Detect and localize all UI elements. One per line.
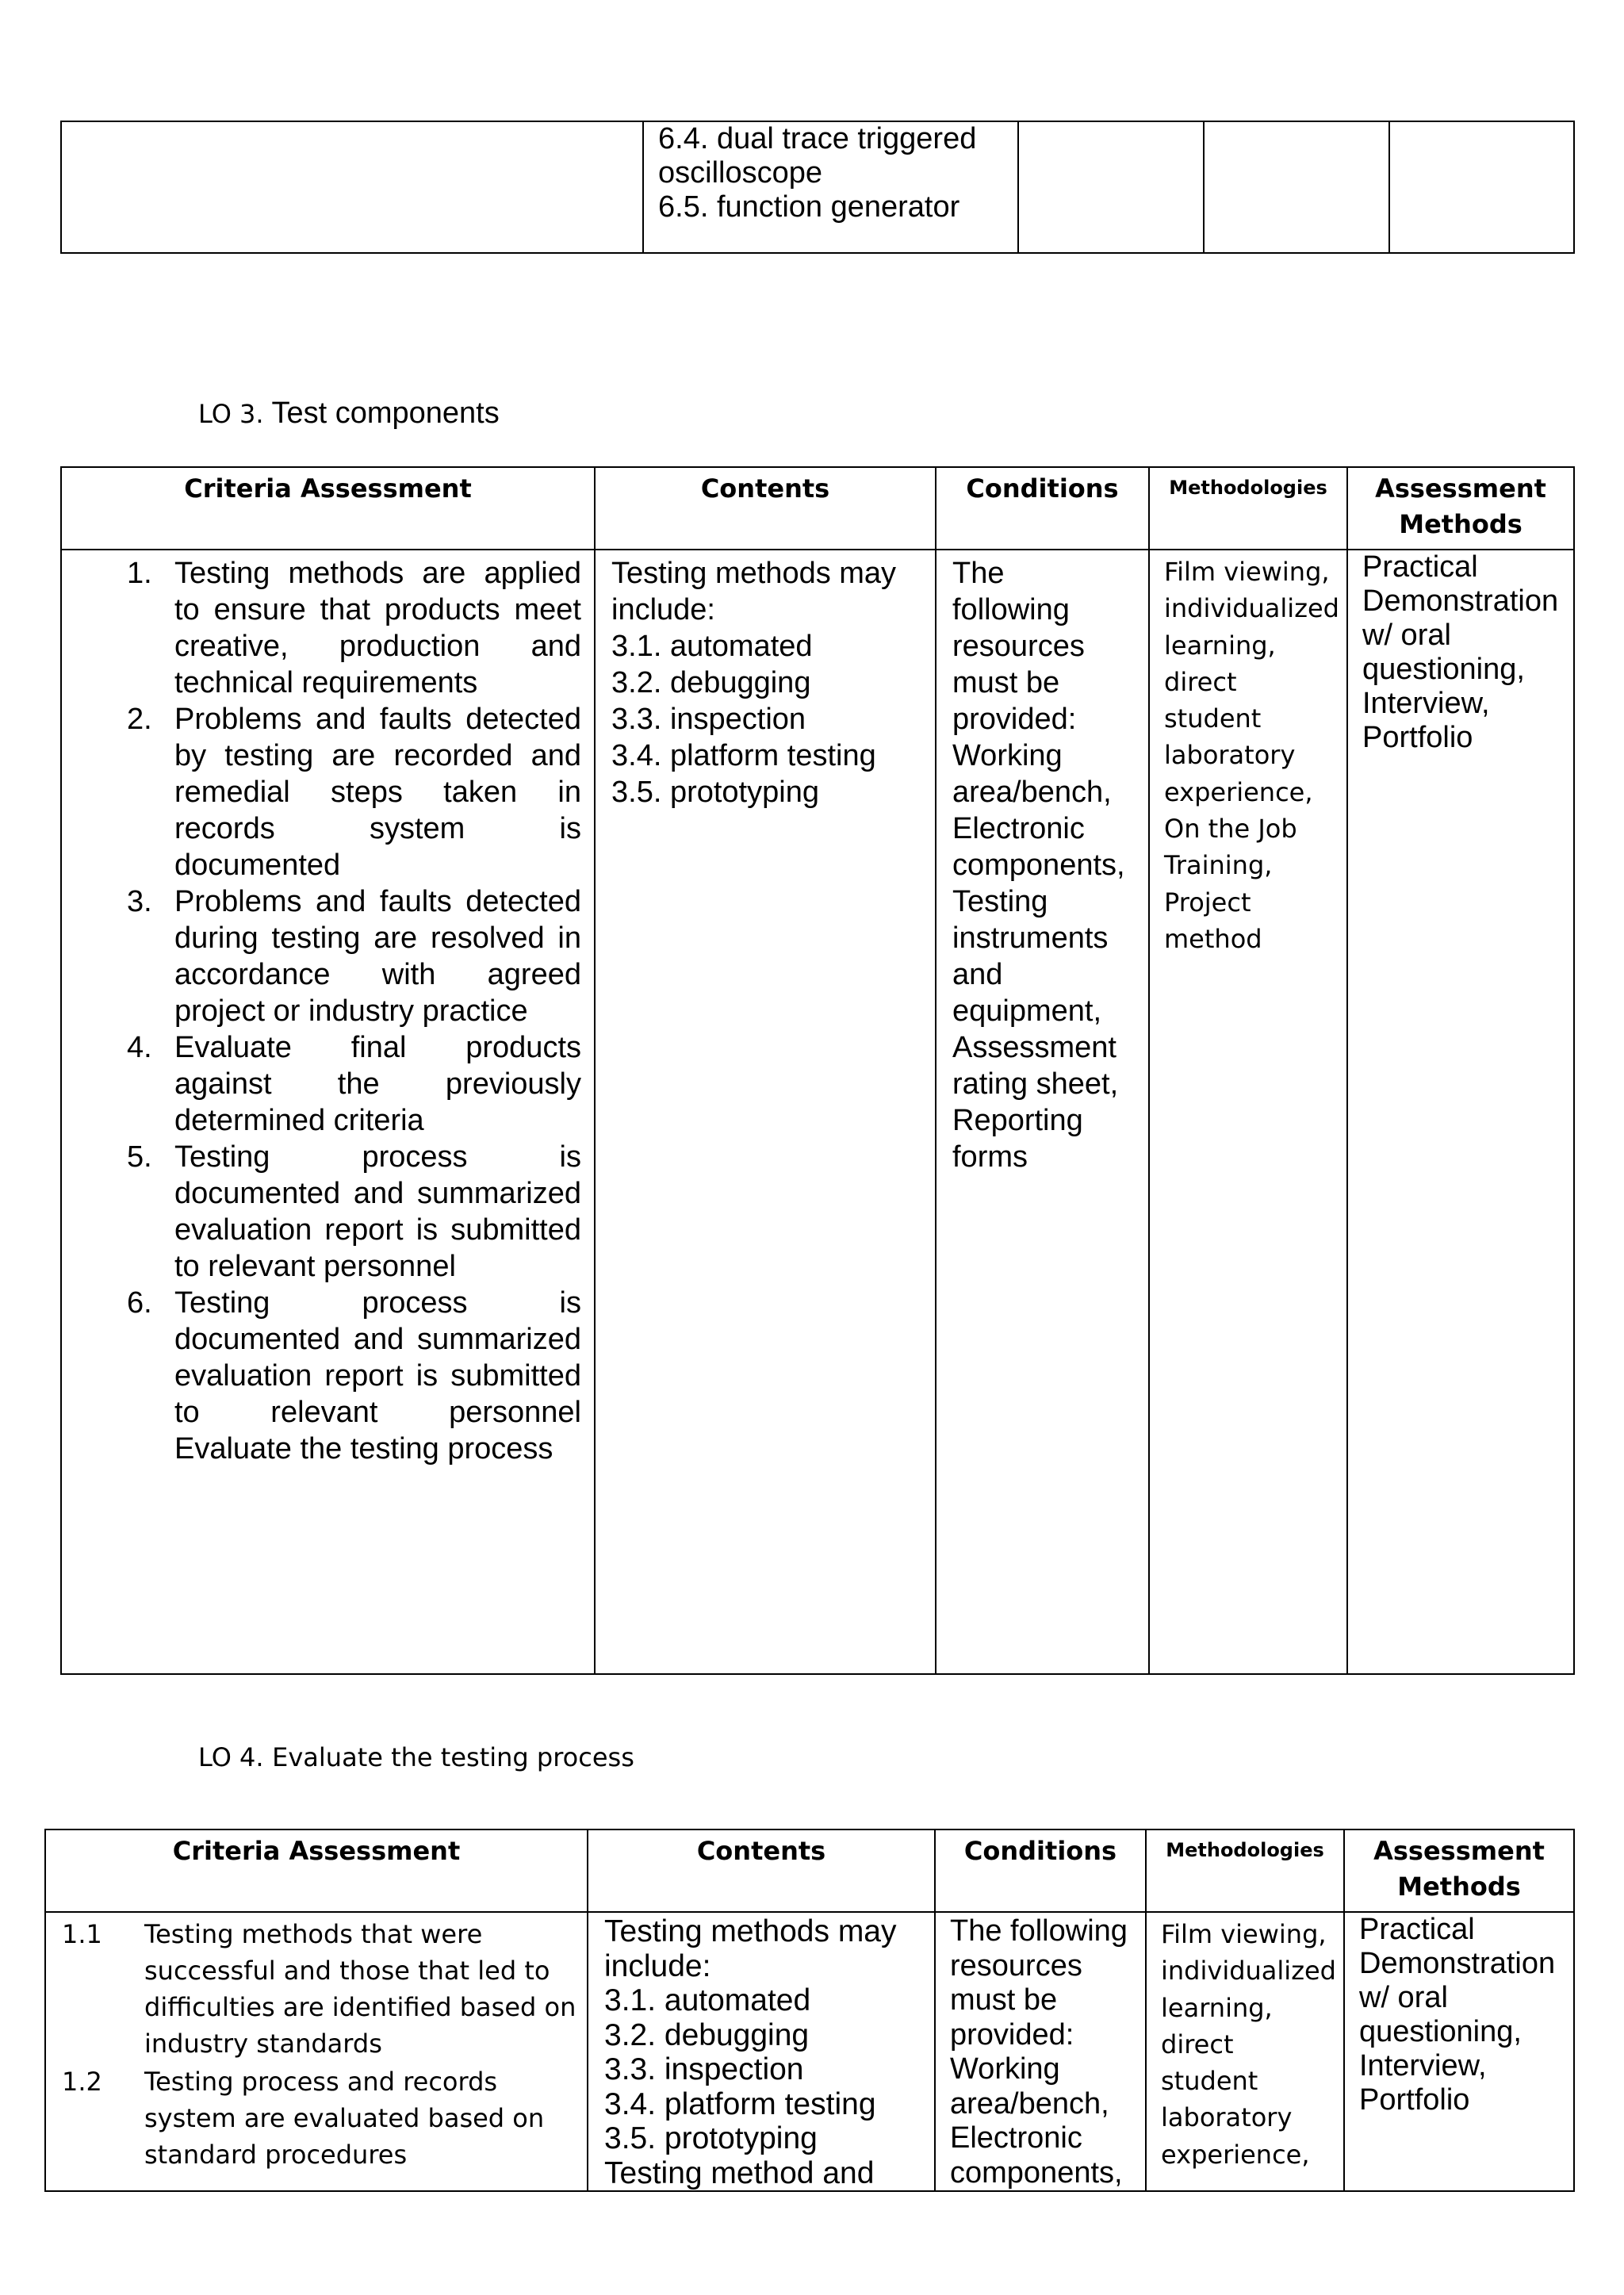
- condition-line: and: [952, 958, 1003, 991]
- condition-line: components,: [952, 849, 1125, 882]
- assessment-line: Portfolio: [1362, 721, 1473, 754]
- methodology-line: learning,: [1161, 1992, 1273, 2023]
- empty-cell: [61, 121, 643, 253]
- assessment-line: Practical: [1362, 550, 1478, 584]
- assessment-cell: [1344, 1912, 1574, 2191]
- content-line: 3.1. automated: [611, 630, 813, 663]
- criteria-line: standard procedures: [144, 2140, 408, 2170]
- assessment-line: Demonstration: [1359, 1947, 1556, 1980]
- condition-line: Electronic: [950, 2121, 1082, 2155]
- methodology-line: Film viewing,: [1164, 557, 1330, 587]
- lo4-table: [44, 1829, 1575, 2192]
- content-line: oscilloscope: [658, 156, 822, 190]
- condition-line: Assessment: [952, 1031, 1116, 1064]
- criteria-item: [62, 555, 594, 701]
- criteria-line: Testing process and records: [144, 2067, 498, 2097]
- header-assessment: [1344, 1829, 1574, 1912]
- criteria-item: [62, 883, 594, 1029]
- methodology-line: individualized: [1161, 1956, 1336, 1987]
- criteria-line: industry standards: [144, 2029, 382, 2059]
- content-line: 3.1. automated: [604, 1983, 811, 2017]
- criteria-num: 6.: [127, 1286, 152, 1320]
- methodology-line: student: [1161, 2066, 1258, 2097]
- content-line: 3.2. debugging: [611, 666, 811, 699]
- contents-cell: [643, 121, 1018, 253]
- condition-line: area/bench,: [950, 2086, 1109, 2121]
- content-line: 3.3. inspection: [604, 2052, 804, 2086]
- methodology-line: method: [1164, 923, 1262, 954]
- content-line: include:: [611, 593, 715, 626]
- assessment-line: questioning,: [1359, 2015, 1522, 2048]
- header-assessment: [1347, 467, 1574, 550]
- lo4-heading-prefix: LO 4.: [198, 1742, 264, 1772]
- header-methodologies: Methodologies: [1146, 1829, 1344, 1912]
- methodologies-cell: [1149, 550, 1347, 1674]
- condition-line: components,: [950, 2155, 1123, 2190]
- condition-line: forms: [952, 1140, 1028, 1174]
- conditions-cell: [936, 550, 1149, 1674]
- criteria-item: [62, 701, 594, 883]
- criteria-text: Problems and faults detected during testing are resolved in accordance with agreed project or industry practice: [174, 885, 581, 1028]
- criteria-text: Testing process is documented and summarized evaluation report is submitted to relevant personnel Evaluate the testing process: [174, 1286, 581, 1466]
- header-methodologies: Methodologies: [1149, 467, 1347, 550]
- criteria-item: [62, 1139, 594, 1285]
- criteria-cell: [45, 1912, 588, 2191]
- criteria-text: Testing methods are applied to ensure that products meet creative, production and technical requirements: [174, 557, 581, 699]
- criteria-text: Testing process is documented and summarized evaluation report is submitted to relevant personnel: [174, 1140, 581, 1283]
- content-line: Testing methods may: [611, 557, 897, 590]
- assessment-line: w/ oral: [1362, 619, 1451, 652]
- header-assessment-line: Methods: [1399, 509, 1522, 539]
- lo3-table: [60, 466, 1575, 1675]
- content-line: Testing method and: [604, 2155, 875, 2190]
- methodology-line: learning,: [1164, 630, 1276, 661]
- methodology-line: laboratory: [1161, 2102, 1293, 2133]
- condition-line: The following: [950, 1914, 1128, 1948]
- criteria-item: [46, 1916, 587, 2062]
- criteria-num: 4.: [127, 1031, 152, 1064]
- criteria-line: difficulties are identified based on: [144, 1992, 576, 2022]
- content-line: 3.2. debugging: [604, 2017, 810, 2052]
- criteria-num: 2.: [127, 703, 152, 736]
- criteria-item: [46, 2063, 587, 2173]
- criteria-line: Testing methods that were: [144, 1919, 483, 1949]
- lo4-heading-text: Evaluate the testing process: [272, 1742, 634, 1772]
- criteria-num: 1.: [127, 557, 152, 590]
- header-row: [45, 1829, 1574, 1912]
- contents-cell: [588, 1912, 935, 2191]
- criteria-num: 3.: [127, 885, 152, 918]
- condition-line: equipment,: [952, 994, 1102, 1028]
- header-conditions: Conditions: [936, 467, 1149, 550]
- assessment-line: w/ oral: [1359, 1981, 1448, 2014]
- condition-line: rating sheet,: [952, 1067, 1119, 1101]
- header-contents: Contents: [595, 467, 936, 550]
- lo4-heading: [198, 1740, 634, 1774]
- condition-line: The: [952, 557, 1005, 590]
- header-conditions: Conditions: [935, 1829, 1146, 1912]
- condition-line: area/bench,: [952, 776, 1112, 809]
- header-criteria: Criteria Assessment: [45, 1829, 588, 1912]
- condition-line: must be: [952, 666, 1060, 699]
- criteria-list: [62, 555, 594, 1467]
- criteria-text: [144, 2063, 587, 2173]
- header-assessment-line: Assessment: [1373, 1836, 1545, 1866]
- condition-line: Working: [950, 2052, 1060, 2086]
- body-row: [45, 1912, 1574, 2191]
- methodology-line: experience,: [1164, 776, 1313, 807]
- content-line: 6.4. dual trace triggered: [658, 122, 977, 155]
- criteria-item: [62, 1029, 594, 1139]
- methodology-line: experience,: [1161, 2139, 1310, 2170]
- header-assessment-line: Assessment: [1375, 473, 1546, 504]
- content-line: 6.5. function generator: [658, 190, 960, 224]
- content-line: 3.4. platform testing: [604, 2086, 876, 2121]
- methodology-line: student: [1164, 703, 1262, 734]
- criteria-num: 5.: [127, 1140, 152, 1174]
- empty-cell: [1018, 121, 1204, 253]
- methodology-line: On the Job: [1164, 814, 1297, 845]
- criteria-text: [144, 1916, 587, 2062]
- criteria-item: [62, 1285, 594, 1467]
- empty-cell: [1204, 121, 1389, 253]
- criteria-cell: [61, 550, 595, 1674]
- assessment-line: questioning,: [1362, 653, 1525, 686]
- assessment-line: Portfolio: [1359, 2083, 1470, 2117]
- header-criteria: Criteria Assessment: [61, 467, 595, 550]
- condition-line: Working: [952, 739, 1063, 772]
- methodologies-cell: [1146, 1912, 1344, 2191]
- empty-cell: [1389, 121, 1574, 253]
- methodology-line: individualized: [1164, 593, 1339, 624]
- methodology-line: laboratory: [1164, 740, 1296, 771]
- assessment-line: Practical: [1359, 1913, 1475, 1946]
- criteria-num: 1.1: [62, 1919, 102, 1949]
- criteria-line: system are evaluated based on: [144, 2103, 545, 2133]
- criteria-text: Evaluate final products against the previously determined criteria: [174, 1031, 581, 1137]
- condition-line: provided:: [952, 703, 1077, 736]
- header-contents: Contents: [588, 1829, 935, 1912]
- methodology-line: Film viewing,: [1161, 1919, 1327, 1949]
- lo3-heading-prefix: LO 3.: [198, 399, 264, 429]
- condition-line: resources: [952, 630, 1085, 663]
- condition-line: resources: [950, 1948, 1082, 1983]
- criteria-text: Problems and faults detected by testing are recorded and remedial steps taken in records system is documented: [174, 703, 581, 882]
- criteria-line: successful and those that led to: [144, 1956, 550, 1986]
- assessment-line: Demonstration: [1362, 584, 1559, 618]
- contents-cell: [595, 550, 936, 1674]
- assessment-line: Interview,: [1362, 687, 1490, 720]
- criteria-num: 1.2: [62, 2067, 102, 2097]
- methodology-line: Training,: [1164, 850, 1273, 881]
- content-line: 3.5. prototyping: [604, 2121, 818, 2155]
- header-assessment-line: Methods: [1397, 1872, 1521, 1902]
- continuation-table: [60, 121, 1575, 254]
- assessment-line: Interview,: [1359, 2049, 1487, 2082]
- header-row: [61, 467, 1574, 550]
- lo3-heading: [198, 397, 500, 431]
- content-line: Testing methods may: [604, 1914, 897, 1948]
- condition-line: instruments: [952, 921, 1109, 955]
- condition-line: Reporting: [952, 1104, 1083, 1137]
- content-line: 3.3. inspection: [611, 703, 806, 736]
- methodology-line: direct: [1161, 2029, 1234, 2059]
- content-line: 3.4. platform testing: [611, 739, 876, 772]
- body-row: [61, 550, 1574, 1674]
- conditions-cell: [935, 1912, 1146, 2191]
- condition-line: following: [952, 593, 1070, 626]
- condition-line: must be: [950, 1983, 1058, 2017]
- content-line: 3.5. prototyping: [611, 776, 819, 809]
- lo3-heading-text: Test components: [271, 397, 500, 430]
- condition-line: Testing: [952, 885, 1048, 918]
- condition-line: provided:: [950, 2017, 1074, 2052]
- content-line: include:: [604, 1948, 711, 1983]
- assessment-cell: [1347, 550, 1574, 1674]
- condition-line: Electronic: [952, 812, 1085, 845]
- methodology-line: Project: [1164, 887, 1251, 918]
- methodology-line: direct: [1164, 666, 1237, 697]
